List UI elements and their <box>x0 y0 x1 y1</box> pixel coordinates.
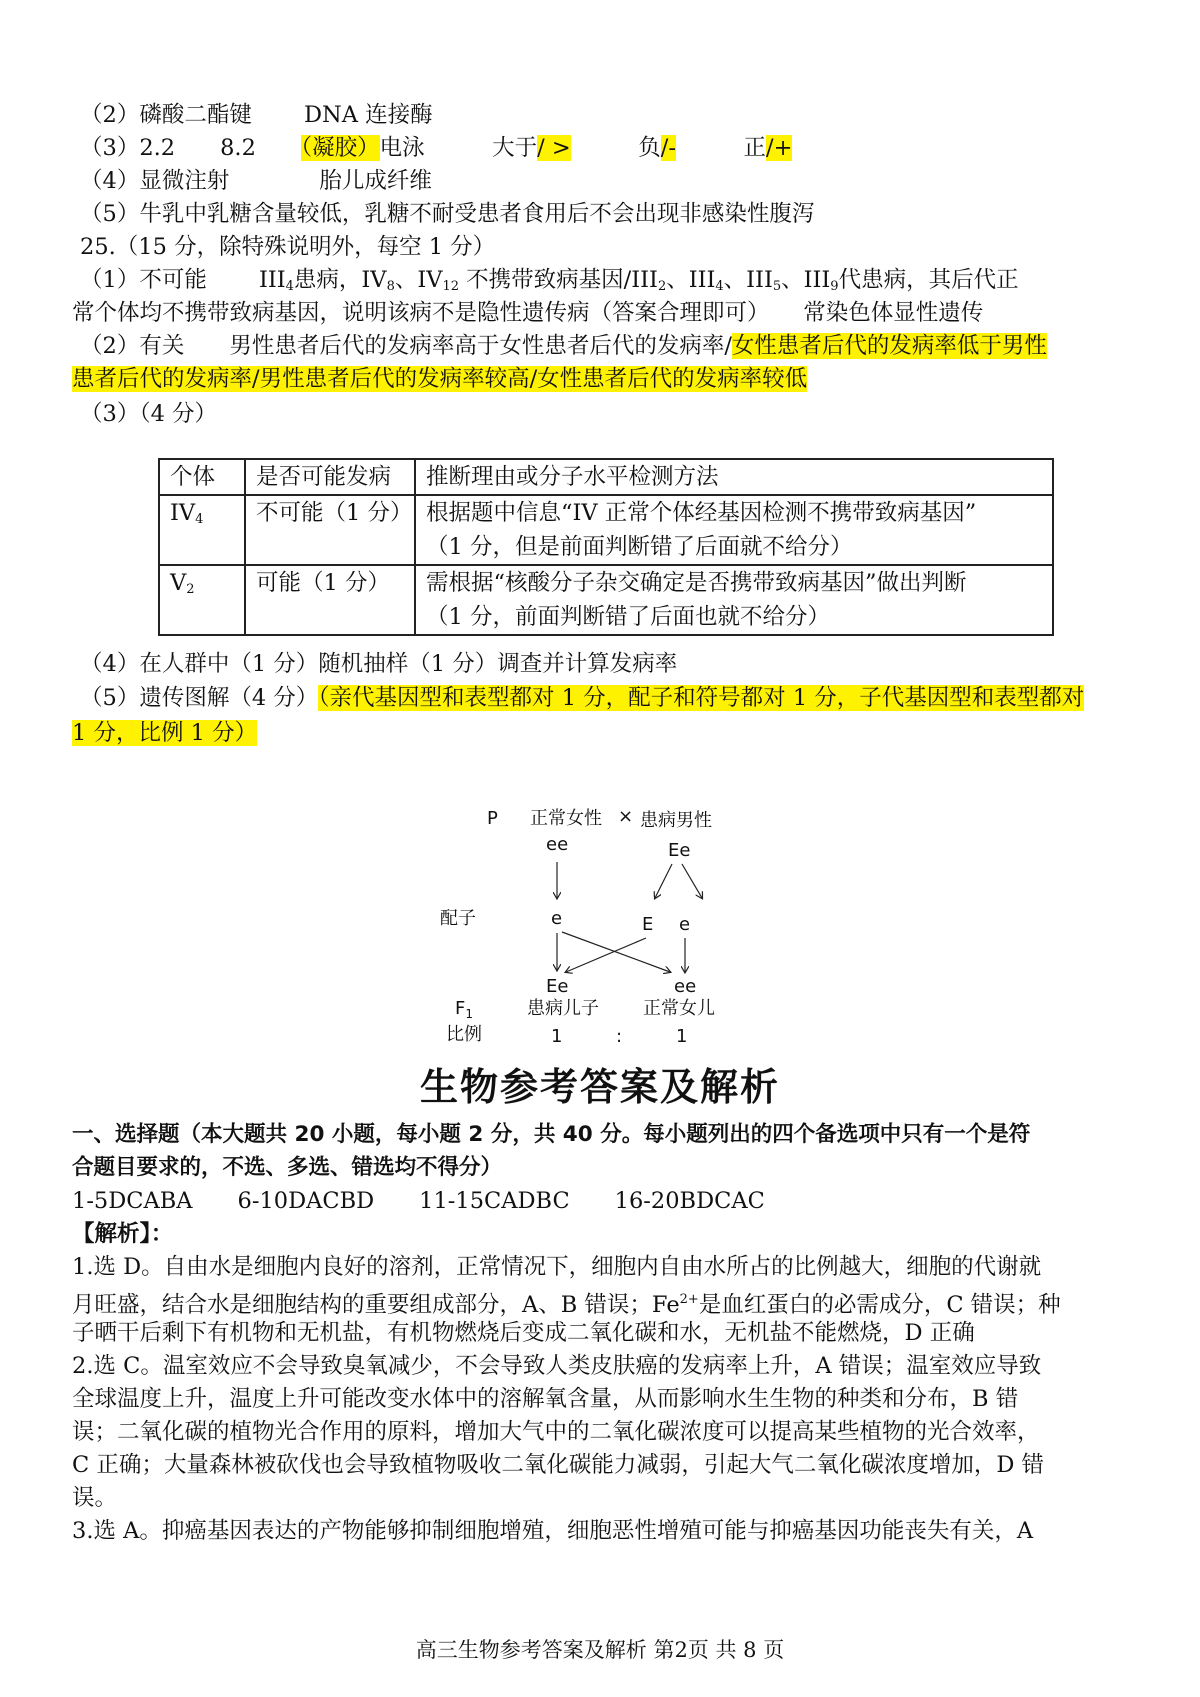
gamete-female-e: e <box>551 908 563 929</box>
f1-letter: F <box>455 998 466 1019</box>
q25-1-sub-g: 9 <box>830 279 839 294</box>
q25-1-text-g: 、III <box>781 267 831 293</box>
analysis-1-line3: 子晒干后剩下有机物和无机盐，有机物燃烧后变成二氧化碳和水，无机盐不能燃烧，D 正确 <box>72 1320 975 1346</box>
answer-24-3-highlight-gt: / > <box>537 135 571 161</box>
f1-sub: 1 <box>465 1007 473 1021</box>
q25-5-highlight-a: （亲代基因型和表型都对 1 分，配子和符号都对 1 分，子代基因型和表型都对 <box>318 685 1085 711</box>
individual-sub: 2 <box>186 582 195 597</box>
q25-3-table <box>158 458 1054 636</box>
f1-label <box>455 998 473 1021</box>
q25-heading: 25.（15 分，除特殊说明外，每空 1 分） <box>80 234 496 260</box>
individual-sub: 4 <box>195 512 204 527</box>
ratio-value-2: 1 <box>676 1026 688 1047</box>
table-cell-individual <box>159 495 245 565</box>
q25-1-text-b: 患病，IV <box>293 267 387 293</box>
q25-5-line1 <box>80 681 1084 715</box>
q25-5-text: （5）遗传图解（4 分） <box>80 685 319 711</box>
gamete-male-e: e <box>679 914 691 935</box>
male-genotype: Ee <box>668 840 691 861</box>
table-cell-possible: 可能（1 分） <box>245 565 415 635</box>
q25-2-highlight-a: 女性患者后代的发病率低于男性 <box>731 333 1047 359</box>
analysis-2-line5: 误。 <box>72 1485 118 1511</box>
parent-generation-label: P <box>487 808 498 829</box>
q25-5-line2 <box>72 716 257 750</box>
analysis-label: 【解析】： <box>72 1221 174 1247</box>
q25-1-sub-f: 5 <box>772 279 782 294</box>
answer-24-3-highlight-neg: /- <box>660 135 676 161</box>
q25-1-sub-b: 8 <box>386 279 395 294</box>
gamete-label: 配子 <box>440 908 476 929</box>
cross-arrow-2 <box>562 932 670 972</box>
child2-phenotype: 正常女儿 <box>643 998 715 1019</box>
analysis-2-line2: 全球温度上升，温度上升可能改变水体中的溶解氧含量，从而影响水生生物的种类和分布，B 错 <box>72 1386 1019 1412</box>
table-row <box>159 565 1053 635</box>
analysis-3-line1: 3.选 A。抑癌基因表达的产物能够抑制细胞增殖，细胞恶性增殖可能与抑癌基因功能丧失有关，A <box>72 1518 1034 1544</box>
q25-1-sub-a: 4 <box>285 279 294 294</box>
q25-1-text-h: 代患病，其后代正 <box>838 267 1019 293</box>
page-title: 生物参考答案及解析 <box>419 1065 780 1109</box>
answer-24-4: （4）显微注射 胎儿成纤维 <box>80 168 432 194</box>
table-header-reason: 推断理由或分子水平检测方法 <box>415 459 1053 495</box>
q25-3-heading: （3）（4 分） <box>80 401 218 427</box>
analysis-1-line2-a: 月旺盛，结合水是细胞结构的重要组成部分，A、B 错误；Fe <box>72 1292 680 1318</box>
analysis-2-line4: C 正确；大量森林被砍伐也会导致植物吸收二氧化碳能力减弱，引起大气二氧化碳浓度增加，D 错 <box>72 1452 1045 1478</box>
q25-2-line2 <box>72 362 807 396</box>
q25-1-text-f: 、III <box>723 267 773 293</box>
table-header-row <box>159 459 1053 495</box>
male-gamete-arrow-left <box>655 864 672 898</box>
child1-phenotype: 患病儿子 <box>527 998 599 1019</box>
ratio-colon: : <box>616 1026 623 1047</box>
male-phenotype: 患病男性 <box>640 810 712 831</box>
q25-5-highlight-b: 1 分，比例 1 分） <box>72 720 258 746</box>
answer-keys: 1-5DCABA 6-10DACBD 11-15CADBC 16-20BDCAC <box>72 1188 765 1214</box>
table-cell-reason <box>415 495 1053 565</box>
answer-24-2: （2）磷酸二酯键 DNA 连接酶 <box>80 102 433 128</box>
gamete-male-E: E <box>642 914 654 935</box>
answer-24-3-highlight-pos: /+ <box>765 135 793 161</box>
child2-genotype: ee <box>674 976 697 997</box>
analysis-2-line3: 误；二氧化碳的植物光合作用的原料，增加大气中的二氧化碳浓度可以提高某些植物的光合效率， <box>72 1419 1040 1445</box>
answer-24-3-highlight-gel: （凝胶） <box>300 135 380 161</box>
table-header-possible: 是否可能发病 <box>245 459 415 495</box>
table-cell-reason <box>415 565 1053 635</box>
reason-line2: （1 分，但是前面判断错了后面就不给分） <box>426 534 853 560</box>
q25-1-text-e: 、III <box>666 267 716 293</box>
page-footer: 高三生物参考答案及解析 第2页 共 8 页 <box>415 1638 785 1662</box>
male-gamete-arrow-right <box>682 864 702 898</box>
table-cell-individual <box>159 565 245 635</box>
ratio-value-1: 1 <box>551 1026 563 1047</box>
individual-label: IV <box>170 500 196 526</box>
q25-1-line2: 常个体均不携带致病基因，说明该病不是隐性遗传病（答案合理即可） 常染色体显性遗传 <box>72 300 984 326</box>
q25-2-text: （2）有关 男性患者后代的发病率高于女性患者后代的发病率/ <box>80 333 732 359</box>
q25-1-text-d: 不携带致病基因/III <box>459 267 658 293</box>
reason-line1: 根据题中信息“IV 正常个体经基因检测不携带致病基因” <box>426 500 977 526</box>
answer-24-3-part2: 电泳 大于 <box>379 135 538 161</box>
table-row <box>159 495 1053 565</box>
fe-charge: 2+ <box>679 1292 699 1307</box>
child1-genotype: Ee <box>546 976 569 997</box>
q25-1-sub-c: 12 <box>442 279 460 294</box>
individual-label: V <box>170 570 187 596</box>
table-header-individual: 个体 <box>159 459 245 495</box>
answer-24-3-part1: （3）2.2 8.2 <box>80 135 301 161</box>
q25-2-line1 <box>80 329 1047 363</box>
reason-line1: 需根据“核酸分子杂交确定是否携带致病基因”做出判断 <box>426 570 967 596</box>
q25-1-text-a: （1）不可能 III <box>80 267 286 293</box>
answer-24-3-part4: 正 <box>675 135 766 161</box>
q25-1-text-c: 、IV <box>394 267 443 293</box>
answer-24-3 <box>80 131 792 165</box>
q25-2-highlight-b: 患者后代的发病率/男性患者后代的发病率较高/女性患者后代的发病率较低 <box>72 366 808 392</box>
answer-24-3-part3: 负 <box>570 135 661 161</box>
analysis-2-line1: 2.选 C。温室效应不会导致臭氧减少，不会导致人类皮肤癌的发病率上升，A 错误；温室效应导致 <box>72 1353 1042 1379</box>
female-genotype: ee <box>546 834 569 855</box>
q25-1-sub-e: 4 <box>715 279 724 294</box>
reason-line2: （1 分，前面判断错了后面也就不给分） <box>426 604 830 630</box>
genetic-cross-diagram <box>440 800 770 1047</box>
answer-24-5: （5）牛乳中乳糖含量较低，乳糖不耐受患者食用后不会出现非感染性腹泻 <box>80 201 815 227</box>
q25-4: （4）在人群中（1 分）随机抽样（1 分）调查并计算发病率 <box>80 651 678 677</box>
analysis-1-line1: 1.选 D。自由水是细胞内良好的溶剂，正常情况下，细胞内自由水所占的比例越大，细胞的代谢就 <box>72 1254 1042 1280</box>
table-cell-possible: 不可能（1 分） <box>245 495 415 565</box>
section1-heading-line2: 合题目要求的，不选、多选、错选均不得分） <box>72 1155 503 1180</box>
female-phenotype: 正常女性 <box>530 808 602 829</box>
section1-heading-line1: 一、选择题（本大题共 20 小题，每小题 2 分，共 40 分。每小题列出的四个备选项中只有一个是符 <box>72 1122 1031 1147</box>
cross-symbol: × <box>618 806 634 827</box>
q25-1-sub-d: 2 <box>657 279 667 294</box>
analysis-1-line2-b: 是血红蛋白的必需成分，C 错误；种 <box>698 1292 1061 1318</box>
ratio-label: 比例 <box>446 1024 482 1045</box>
cross-arrow-3 <box>566 938 646 972</box>
